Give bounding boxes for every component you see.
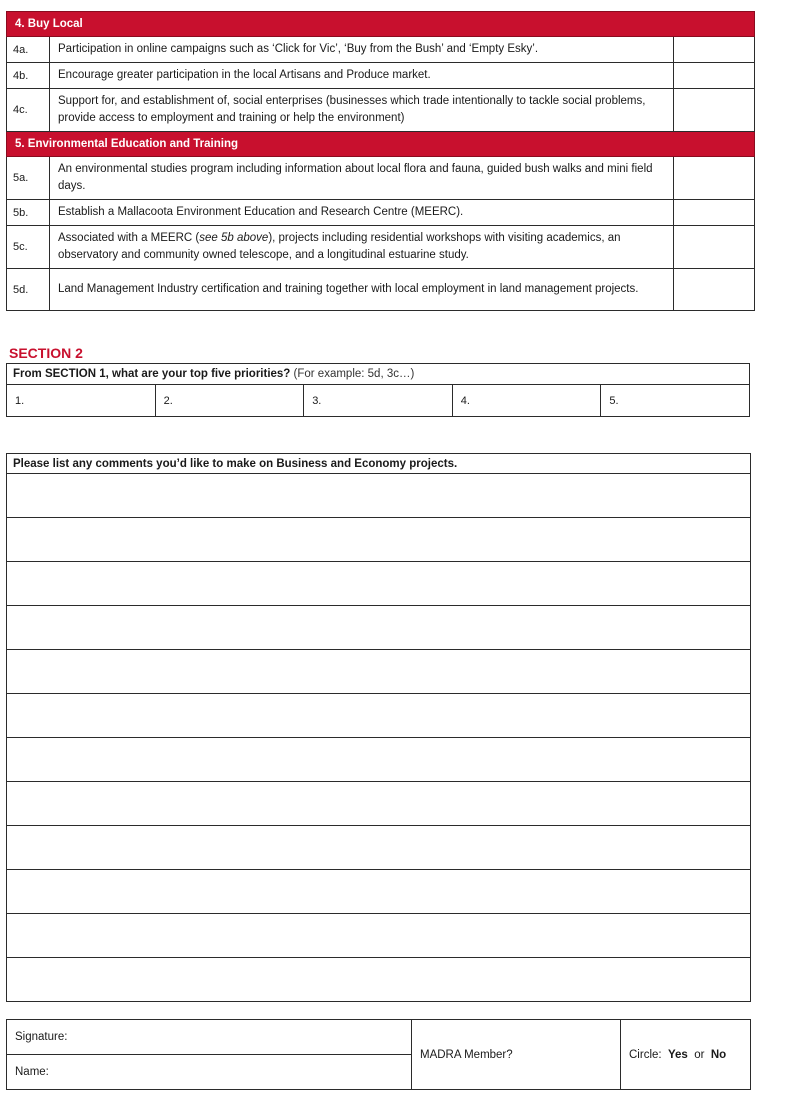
comment-line (7, 650, 751, 694)
table-row (7, 226, 755, 269)
comment-line (7, 782, 751, 826)
comment-line-field[interactable] (7, 958, 751, 1002)
item-text-part: Associated with a MEERC ( (58, 232, 200, 244)
priority-slot-1[interactable]: 1. (7, 385, 156, 417)
comment-line-field[interactable] (7, 474, 751, 518)
priority-mark-cell[interactable] (674, 157, 755, 200)
item-code: 4a. (7, 37, 50, 63)
item-text-italic: see 5b above (199, 232, 269, 244)
comment-line (7, 606, 751, 650)
item-description: Participation in online campaigns such as ‘Click for Vic’, ‘Buy from the Bush’ and ‘Empty Esky’. (50, 37, 674, 63)
comment-line (7, 562, 751, 606)
circle-label: Circle: (629, 1048, 662, 1061)
table-row (7, 37, 755, 63)
comment-line (7, 738, 751, 782)
priority-slot-4[interactable]: 4. (452, 385, 601, 417)
table-row (7, 63, 755, 89)
comment-line (7, 694, 751, 738)
item-description: Encourage greater participation in the local Artisans and Produce market. (50, 63, 674, 89)
table-row (7, 200, 755, 226)
priorities-question (7, 364, 750, 385)
signature-row (7, 1020, 751, 1055)
yes-option[interactable]: Yes (667, 1048, 688, 1061)
comment-line-field[interactable] (7, 562, 751, 606)
item-code: 4b. (7, 63, 50, 89)
comment-line-field[interactable] (7, 518, 751, 562)
item-code: 5b. (7, 200, 50, 226)
item-description: An environmental studies program including information about local flora and fauna, guided bush walks and mini field days. (50, 157, 674, 200)
section1-priority-table (6, 11, 755, 311)
comment-line (7, 474, 751, 518)
comments-header-row (7, 454, 751, 474)
env-education-header-row (7, 132, 755, 157)
comment-line (7, 826, 751, 870)
comments-prompt: Please list any comments you’d like to make on Business and Economy projects. (7, 454, 751, 474)
buy-local-header-row (7, 12, 755, 37)
item-code: 5a. (7, 157, 50, 200)
item-description (50, 226, 674, 269)
item-description: Support for, and establishment of, social enterprises (businesses which trade intentionally to tackle social problems, provide access to employment and training or help the environment) (50, 89, 674, 132)
no-option[interactable]: No (710, 1048, 727, 1061)
comment-line-field[interactable] (7, 738, 751, 782)
question-example: (For example: 5d, 3c…) (293, 368, 415, 380)
priority-mark-cell[interactable] (674, 226, 755, 269)
priority-mark-cell[interactable] (674, 200, 755, 226)
priority-mark-cell[interactable] (674, 269, 755, 311)
section2-title: SECTION 2 (9, 345, 83, 361)
env-education-header: 5. Environmental Education and Training (7, 132, 755, 157)
table-row (7, 89, 755, 132)
top-priorities-table (6, 363, 750, 417)
comment-line-field[interactable] (7, 914, 751, 958)
priority-mark-cell[interactable] (674, 37, 755, 63)
item-description: Establish a Mallacoota Environment Education and Research Centre (MEERC). (50, 200, 674, 226)
item-code: 4c. (7, 89, 50, 132)
madra-member-label: MADRA Member? (412, 1020, 621, 1090)
priority-slots-row (7, 385, 750, 417)
comment-line (7, 958, 751, 1002)
comment-line (7, 914, 751, 958)
priority-mark-cell[interactable] (674, 89, 755, 132)
item-description: Land Management Industry certification and training together with local employment in land management projects. (50, 269, 674, 311)
table-row (7, 157, 755, 200)
membership-choice (621, 1020, 751, 1090)
or-label: or (694, 1048, 705, 1061)
priority-slot-3[interactable]: 3. (304, 385, 453, 417)
table-row (7, 269, 755, 311)
comment-line-field[interactable] (7, 826, 751, 870)
item-code: 5d. (7, 269, 50, 311)
comment-line-field[interactable] (7, 782, 751, 826)
priorities-question-row (7, 364, 750, 385)
priority-slot-5[interactable]: 5. (601, 385, 750, 417)
comment-line (7, 518, 751, 562)
buy-local-header: 4. Buy Local (7, 12, 755, 37)
question-text: From SECTION 1, what are your top five priorities? (13, 368, 291, 380)
signature-table (6, 1019, 751, 1090)
item-text-part: ), projects including residential workshops with visiting academics, an observatory and community owned telescope, and a longitudinal estuarine study. (58, 232, 621, 261)
priority-slot-2[interactable]: 2. (155, 385, 304, 417)
comment-line-field[interactable] (7, 606, 751, 650)
priority-mark-cell[interactable] (674, 63, 755, 89)
comments-table (6, 453, 751, 1002)
signature-field[interactable]: Signature: (7, 1020, 412, 1055)
comment-line-field[interactable] (7, 694, 751, 738)
comment-line-field[interactable] (7, 650, 751, 694)
comment-line (7, 870, 751, 914)
name-field[interactable]: Name: (7, 1055, 412, 1090)
item-code: 5c. (7, 226, 50, 269)
comment-line-field[interactable] (7, 870, 751, 914)
